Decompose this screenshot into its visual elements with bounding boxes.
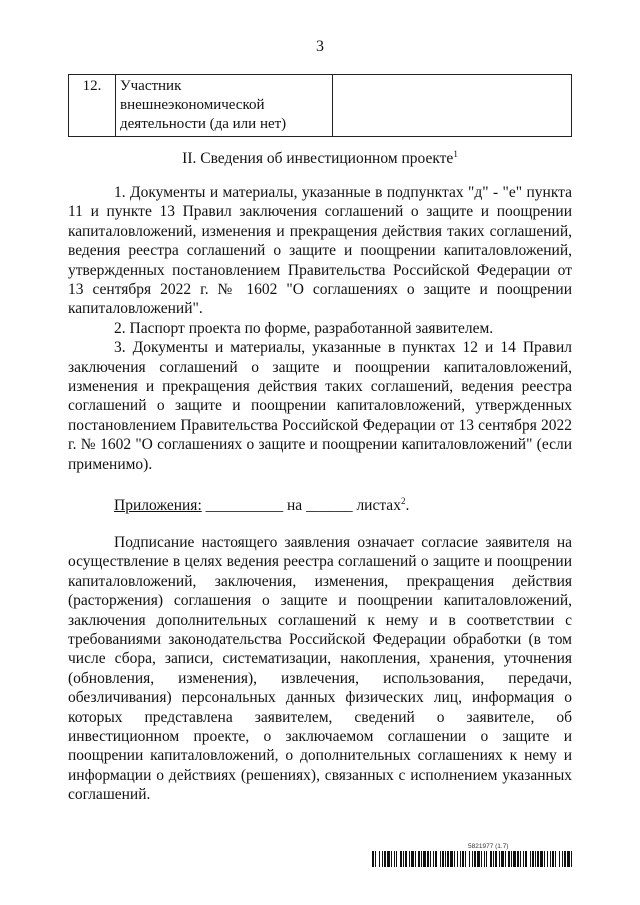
attachments-on: на	[287, 497, 303, 514]
list-item: 1. Документы и материалы, указанные в подпунктах "д" - "е" пункта 11 и пункте 13 Правил заключения соглашений о защите и поощрении капиталовложений, изменения и прекращения действия таких соглашений, ведения реестра соглашений о защите и поощрении капиталовложений, утвержденных постановлением Правительства Российской Федерации от 13 сентября 2022 г. № 1602 "О соглашениях о защите и поощрении капиталовложений".	[68, 184, 572, 318]
row-label-cell: Участник внешнеэкономической деятельности (да или нет)	[116, 75, 333, 137]
page-number: 3	[316, 38, 324, 55]
attachments-label: Приложения:	[114, 497, 202, 514]
attachments-sheets: листах	[356, 497, 401, 514]
project-items-list	[68, 183, 572, 474]
attachments-end: .	[405, 497, 410, 514]
attachments-blank-count: __________	[205, 497, 284, 514]
attachments-line	[114, 497, 409, 515]
section-title-footnote: 1	[453, 148, 458, 159]
barcode	[372, 851, 572, 867]
section-title	[0, 150, 640, 168]
attachments-footnote: 2	[400, 495, 406, 506]
list-item: 3. Документы и материалы, указанные в пунктах 12 и 14 Правил заключения соглашений о защите и поощрении капиталовложений, изменения и прекращения действия таких соглашений, ведения реестра соглашений о защите и поощрении капиталовложений, утвержденных постановлением Правительства Российской Федерации от 13 сентября 2022 г. № 1602 "О соглашениях о защите и поощрении капиталовложений" (если применимо).	[68, 339, 572, 473]
document-code: 5821977 (1.7)	[468, 843, 509, 850]
consent-paragraph: Подписание настоящего заявления означает согласие заявителя на осуществление в целях ведения реестра соглашений о защите и поощрении капиталовложений, заключения, изменения, прекращения действия (расторжения) соглашения о защите и поощрении капиталовложений, заключения дополнительных соглашений к нему и в соответствии с требованиями законодательства Российской Федерации обработки (в том числе сбора, записи, систематизации, накопления, хранения, уточнения (обновления, изменения), извлечения, использования, передачи, обезличивания) персональных данных физических лиц, информация о которых представлена заявителем, сведений о заявителе, об инвестиционном проекте, о заключаемом соглашении о защите и поощрении капиталовложений, о дополнительных соглашениях к нему и информации о действиях (решениях), связанных с исполнением указанных соглашений.	[68, 534, 572, 804]
row-value-cell	[333, 75, 572, 137]
list-item: 2. Паспорт проекта по форме, разработанной заявителем.	[114, 319, 494, 337]
row-number-cell: 12.	[69, 75, 116, 137]
applicant-info-table	[68, 74, 572, 137]
table-row	[69, 75, 572, 137]
attachments-blank-sheets: ______	[306, 497, 353, 514]
section-title-text: II. Сведения об инвестиционном проекте	[182, 150, 454, 167]
consent-block	[68, 533, 572, 805]
